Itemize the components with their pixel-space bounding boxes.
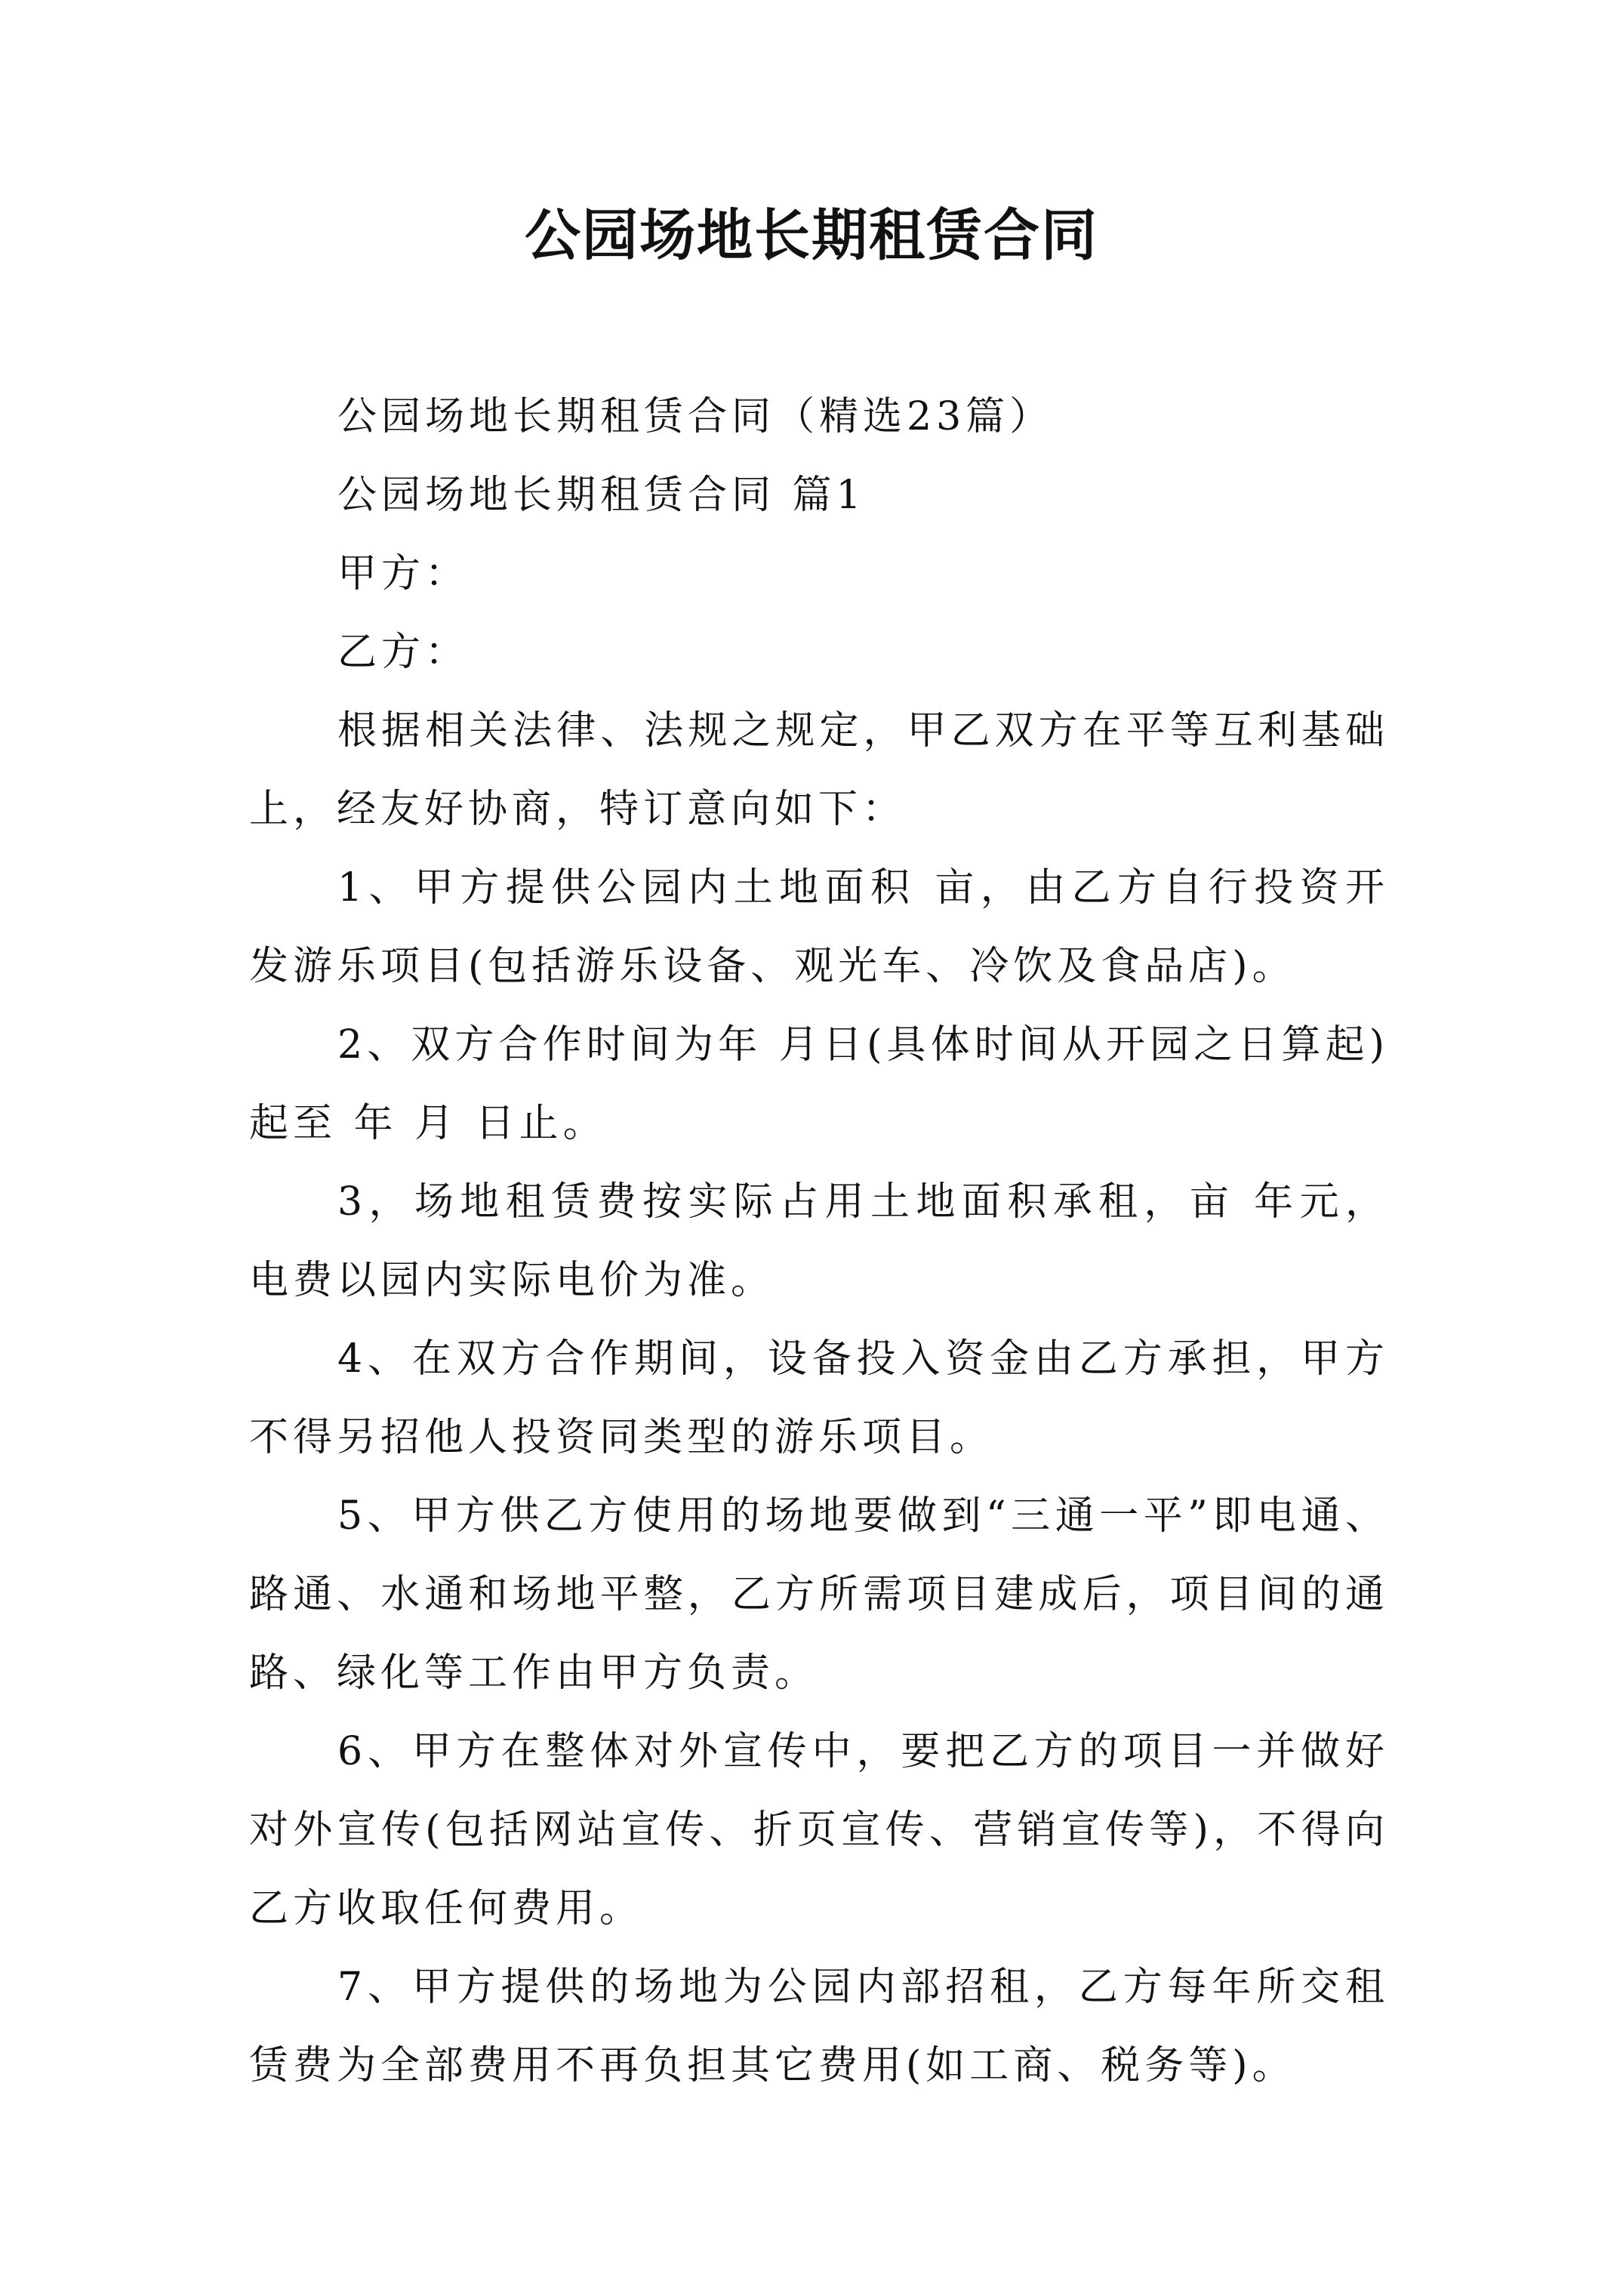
paragraph-subtitle: 公园场地长期租赁合同（精选23篇） xyxy=(337,394,1054,439)
paragraph-clause-6: 6、甲方在整体对外宣传中，要把乙方的项目一并做好对外宣传(包括网站宣传、折页宣传、营销宣传等)，不得向乙方收取任何费用。 xyxy=(249,1729,1389,1931)
paragraph-clause-5: 5、甲方供乙方使用的场地要做到“三通一平”即电通、路通、水通和场地平整，乙方所需项目建成后，项目间的通路、绿化等工作由甲方负责。 xyxy=(249,1493,1389,1696)
paragraph-party-b: 乙方： xyxy=(337,630,470,675)
paragraph-preamble: 根据相关法律、法规之规定，甲乙双方在平等互利基础上，经友好协商，特订意向如下： xyxy=(249,708,1389,832)
paragraph-clause-4: 4、在双方合作期间，设备投入资金由乙方承担，甲方不得另招他人投资同类型的游乐项目。 xyxy=(249,1336,1389,1460)
paragraph-clause-3: 3，场地租赁费按实际占用土地面积承租，亩 年元，电费以园内实际电价为准。 xyxy=(249,1179,1389,1303)
paragraph-party-a: 甲方： xyxy=(337,551,470,596)
document-title: 公园场地长期租赁合同 xyxy=(525,203,1098,268)
document-body xyxy=(249,378,1389,2105)
paragraph-section-heading: 公园场地长期租赁合同 篇1 xyxy=(337,473,866,518)
paragraph-clause-7: 7、甲方提供的场地为公园内部招租，乙方每年所交租赁费为全部费用不再负担其它费用(如工商、税务等)。 xyxy=(249,1965,1389,2088)
paragraph-clause-1: 1、甲方提供公园内土地面积 亩，由乙方自行投资开发游乐项目(包括游乐设备、观光车、冷饮及食品店)。 xyxy=(249,865,1389,989)
paragraph-clause-2: 2、双方合作时间为年 月日(具体时间从开园之日算起)起至 年 月 日止。 xyxy=(249,1022,1389,1146)
